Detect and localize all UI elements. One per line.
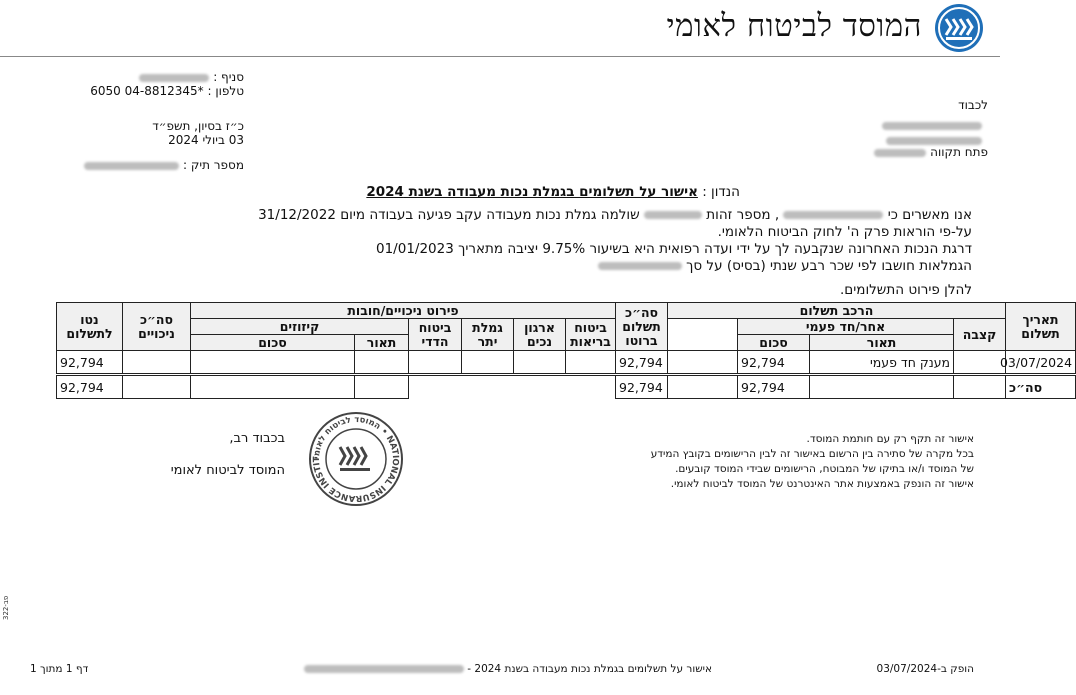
footer-issued: הופק ב-03/07/2024 [876, 663, 974, 675]
col-total-deductions: סה״כ ניכויים [123, 303, 191, 351]
signature-regards: בכבוד רב, [229, 431, 285, 446]
total-blank [409, 376, 616, 399]
total-off-desc [355, 376, 409, 399]
row-org [514, 351, 566, 374]
official-stamp [308, 411, 404, 507]
notes-block [650, 432, 974, 492]
row-gross: 92,794 [616, 351, 668, 374]
recipient-to: לכבוד [958, 98, 988, 112]
redacted-id [644, 211, 702, 219]
row-off-amount [191, 351, 355, 374]
footer-page: דף 1 מתוך 1 [30, 663, 89, 675]
row-date: 03/07/2024 [1006, 351, 1076, 374]
body-line-1-a: אנו מאשרים כי [887, 207, 972, 223]
payments-table [56, 302, 1076, 399]
col-deductions-detail: פירוט ניכויים/חובות [191, 303, 616, 319]
file-number-line [84, 158, 244, 172]
table-total-row [57, 376, 1076, 399]
redacted-branch [139, 74, 209, 82]
col-other-once: אחר/חד פעמי [738, 319, 954, 335]
col-org: ארגון נכים [514, 319, 566, 351]
body-line-4 [598, 258, 972, 274]
total-desc [810, 376, 954, 399]
body-line-4-text: הגמלאות חושבו לפי שכר רבע שנתי (בסיס) על סך [686, 258, 972, 274]
body-line-1-c: שולמה גמלת נכות מעבודה עקב פגיעה בעבודה מיום 31/12/2022 [258, 207, 640, 223]
row-total-deductions [123, 351, 191, 374]
redacted-street [874, 149, 926, 157]
branch-line [139, 70, 244, 84]
row-spacer [668, 351, 738, 374]
col-composition: הרכב תשלום [668, 303, 1006, 319]
branch-label: סניף : [213, 70, 244, 84]
col-date: תאריך תשלום [1006, 303, 1076, 351]
body-line-1-b: , מספר זהות [706, 207, 780, 223]
total-label: סה״כ [1006, 376, 1076, 399]
total-gross: 92,794 [616, 376, 668, 399]
gregorian-date: 03 ביולי 2024 [168, 133, 244, 147]
row-excess [462, 351, 514, 374]
col-spacer [668, 319, 738, 351]
col-total-gross: סה״כ תשלום ברוטו [616, 303, 668, 351]
side-code: 322-פב [2, 595, 10, 620]
redacted-footer-name [304, 665, 464, 673]
row-net: 92,794 [57, 351, 123, 374]
redacted-file-number [84, 162, 179, 170]
institute-logo [934, 3, 984, 53]
phone-label: טלפון : [207, 84, 244, 98]
total-deductions [123, 376, 191, 399]
signature-org: המוסד לביטוח לאומי [170, 463, 285, 478]
col-mutual: ביטוח הדדי [409, 319, 462, 351]
row-desc: מענק חד פעמי [810, 351, 954, 374]
body-line-1 [258, 207, 972, 223]
col-amount: סכום [738, 335, 810, 351]
subject-text: אישור על תשלומים בגמלת נכות מעבודה בשנת 2024 [366, 184, 698, 200]
total-off-amount [191, 376, 355, 399]
phone-line [90, 84, 244, 98]
col-excess: גמלת יתר [462, 319, 514, 351]
total-spacer [668, 376, 738, 399]
row-health [566, 351, 616, 374]
file-number-label: מספר תיק : [183, 158, 244, 172]
row-group [954, 351, 1006, 374]
col-desc: תאור [810, 335, 954, 351]
header-divider [0, 56, 1000, 57]
note-1: אישור זה תקף רק עם חותמת המוסד. [806, 433, 974, 445]
phone-value: 6050 04-8812345* [90, 84, 204, 98]
body-line-3: דרגת הנכות האחרונה שנקבעה לך על ידי ועדה רפואית היא בשיעור 9.75% יציבה מתאריך 01/01/2023 [376, 241, 972, 257]
note-2: בכל מקרה של סתירה בין הרשום באישור זה לבין הרישומים בקובץ המידע [650, 448, 974, 460]
col-off-desc: תאור [355, 335, 409, 351]
table-row [57, 351, 1076, 374]
col-offsets: קיזוזים [191, 319, 409, 335]
stamp-ring-text: המוסד לביטוח לאומי • NATIONAL INSURANCE INSTIT [311, 414, 401, 504]
note-4: אישור זה הונפק באמצעות אתר האינטרנט של המוסד לביטוח לאומי. [670, 478, 974, 490]
redacted-salary [598, 262, 682, 270]
recipient-city-line [874, 145, 988, 159]
note-3: של המוסד ו/או בתיקו של המבוטח, הרישומים שבידי המוסד קובעים. [675, 463, 974, 475]
row-off-desc [355, 351, 409, 374]
col-health: ביטוח בריאות [566, 319, 616, 351]
col-net: נטו לתשלום [57, 303, 123, 351]
total-amount: 92,794 [738, 376, 810, 399]
recipient-city: פתח תקווה [930, 145, 988, 159]
row-mutual [409, 351, 462, 374]
hebrew-date: כ״ז בסיון, תשפ״ד [152, 119, 244, 133]
row-amount: 92,794 [738, 351, 810, 374]
col-off-amount: סכום [191, 335, 355, 351]
subject-label: הנדון : [702, 184, 740, 200]
org-title: המוסד לביטוח לאומי [666, 8, 922, 44]
total-net: 92,794 [57, 376, 123, 399]
total-group [954, 376, 1006, 399]
redacted-name [783, 211, 883, 219]
body-line-2: על-פי הוראות פרק ה' לחוק הביטוח הלאומי. [717, 224, 972, 240]
subject-line [366, 184, 740, 200]
footer-doc-title: אישור על תשלומים בגמלת נכות מעבודה בשנת 2024 - [467, 663, 712, 675]
col-group: קצבה [954, 319, 1006, 351]
footer-doc-title-line [304, 663, 712, 675]
body-line-5: להלן פירוט התשלומים. [840, 282, 972, 298]
